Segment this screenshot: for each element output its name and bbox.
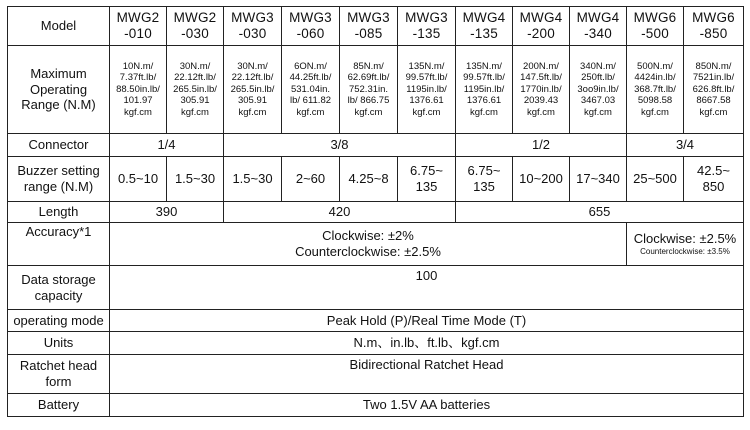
buzzer-cell: 25~500: [627, 157, 684, 202]
range-cell: 500N.m/ 4424in.lb/ 368.7ft.lb/ 5098.58 kgf.cm: [627, 46, 684, 134]
max-range-row: [8, 46, 744, 134]
ratchet-label: Ratchet head form: [8, 355, 110, 394]
accuracy-mwg6: Clockwise: ±2.5% Counterclockwise: ±3.5%: [627, 223, 744, 266]
buzzer-row: [8, 157, 744, 202]
model-cell: MWG3 -135: [398, 7, 456, 46]
range-cell: 85N.m/ 62.69ft.lb/ 752.31in. lb/ 866.75 kgf.cm: [340, 46, 398, 134]
range-cell: 6ON.m/ 44.25ft.lb/ 531.04in. lb/ 611.82 kgf.cm: [282, 46, 340, 134]
length-row: [8, 202, 744, 223]
accuracy-row: [8, 223, 744, 266]
units-label: Units: [8, 332, 110, 355]
storage-row: [8, 266, 744, 310]
battery-value: Two 1.5V AA batteries: [110, 394, 744, 417]
length-value: 420: [224, 202, 456, 223]
mode-label: operating mode: [8, 310, 110, 332]
length-label: Length: [8, 202, 110, 223]
buzzer-cell: 42.5~ 850: [684, 157, 744, 202]
buzzer-cell: 1.5~30: [167, 157, 224, 202]
ratchet-value: Bidirectional Ratchet Head: [110, 355, 744, 394]
ratchet-row: [8, 355, 744, 394]
buzzer-cell: 6.75~ 135: [398, 157, 456, 202]
accuracy-main: Clockwise: ±2% Counterclockwise: ±2.5%: [110, 223, 627, 266]
range-cell: 200N.m/ 147.5ft.lb/ 1770in.lb/ 2039.43 kgf.cm: [513, 46, 570, 134]
model-cell: MWG4 -135: [456, 7, 513, 46]
units-value: N.m、in.lb、ft.lb、kgf.cm: [110, 332, 744, 355]
model-cell: MWG3 -030: [224, 7, 282, 46]
range-cell: 10N.m/ 7.37ft.lb/ 88.50in.lb/ 101.97 kgf.cm: [110, 46, 167, 134]
accuracy-label: Accuracy*1: [8, 223, 110, 266]
buzzer-cell: 4.25~8: [340, 157, 398, 202]
buzzer-cell: 0.5~10: [110, 157, 167, 202]
connector-value: 1/4: [110, 134, 224, 157]
connector-value: 3/8: [224, 134, 456, 157]
connector-label: Connector: [8, 134, 110, 157]
model-cell: MWG6 -500: [627, 7, 684, 46]
max-range-label: Maximum Operating Range (N.M): [8, 46, 110, 134]
model-row: [8, 7, 744, 46]
connector-value: 3/4: [627, 134, 744, 157]
range-cell: 340N.m/ 250ft.lb/ 3oo9in.lb/ 3467.03 kgf.cm: [570, 46, 627, 134]
length-value: 655: [456, 202, 744, 223]
model-cell: MWG6 -850: [684, 7, 744, 46]
mode-value: Peak Hold (P)/Real Time Mode (T): [110, 310, 744, 332]
length-value: 390: [110, 202, 224, 223]
mode-row: [8, 310, 744, 332]
model-cell: MWG3 -060: [282, 7, 340, 46]
battery-row: [8, 394, 744, 417]
buzzer-cell: 17~340: [570, 157, 627, 202]
buzzer-cell: 2~60: [282, 157, 340, 202]
units-row: [8, 332, 744, 355]
range-cell: 30N.m/ 22.12ft.lb/ 265.5in.lb/ 305.91 kgf.cm: [224, 46, 282, 134]
storage-label: Data storage capacity: [8, 266, 110, 310]
range-cell: 30N.m/ 22.12ft.lb/ 265.5in.lb/ 305.91 kgf.cm: [167, 46, 224, 134]
range-cell: 135N.m/ 99.57ft.lb/ 1195in.lb/ 1376.61 kgf.cm: [398, 46, 456, 134]
connector-value: 1/2: [456, 134, 627, 157]
model-cell: MWG2 -010: [110, 7, 167, 46]
model-label: Model: [8, 7, 110, 46]
model-cell: MWG4 -340: [570, 7, 627, 46]
buzzer-label: Buzzer setting range (N.M): [8, 157, 110, 202]
buzzer-cell: 1.5~30: [224, 157, 282, 202]
range-cell: 135N.m/ 99.57ft.lb/ 1195in.lb/ 1376.61 kgf.cm: [456, 46, 513, 134]
spec-table: [7, 6, 744, 417]
buzzer-cell: 6.75~ 135: [456, 157, 513, 202]
model-cell: MWG3 -085: [340, 7, 398, 46]
storage-value: 100: [110, 266, 744, 310]
buzzer-cell: 10~200: [513, 157, 570, 202]
range-cell: 850N.m/ 7521in.lb/ 626.8ft.lb/ 8667.58 kgf.cm: [684, 46, 744, 134]
model-cell: MWG2 -030: [167, 7, 224, 46]
model-cell: MWG4 -200: [513, 7, 570, 46]
connector-row: [8, 134, 744, 157]
battery-label: Battery: [8, 394, 110, 417]
